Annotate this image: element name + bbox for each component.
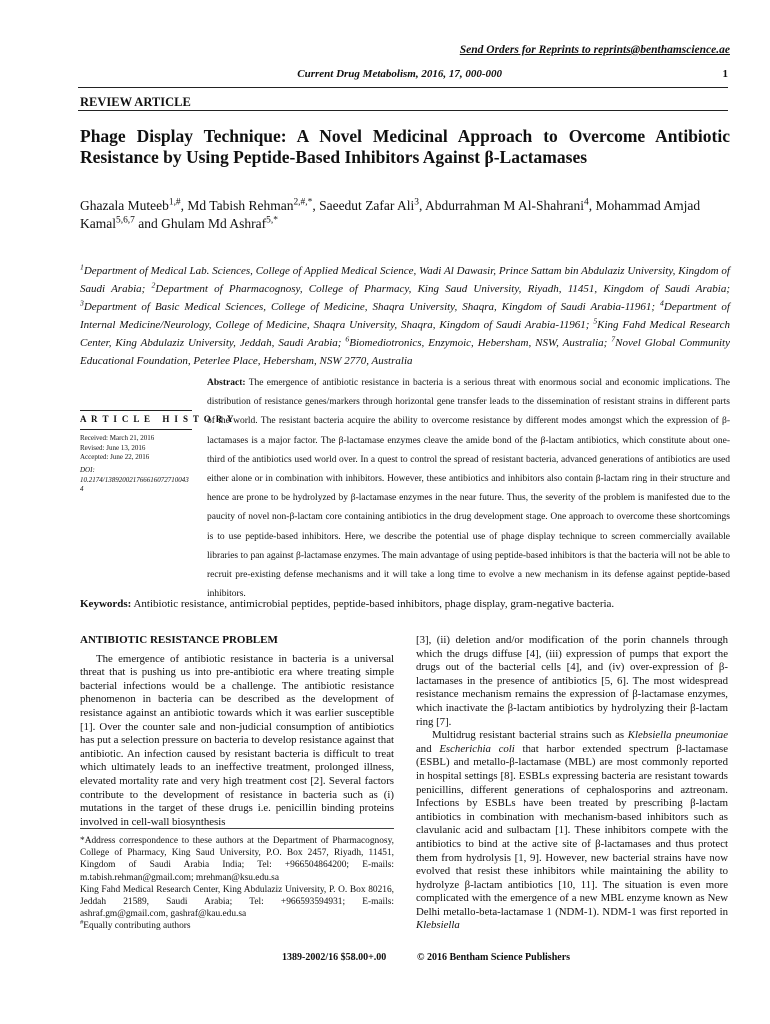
accepted-date: Accepted: June 22, 2016 xyxy=(80,453,150,461)
footnote-divider xyxy=(80,828,394,829)
keywords-text: Antibiotic resistance, antimicrobial peptides, peptide-based inhibitors, phage display, gram-negative bacteria. xyxy=(133,598,615,610)
affiliation: Biomediotronics, Enzymoic, Hebersham, NSW, Australia; xyxy=(349,337,608,349)
article-history-dates xyxy=(80,434,195,463)
correspondence-text-2: King Fahd Medical Research Center, King Abdulaziz University, P. O. Box 80216, Jeddah 21589, Saudi Arabia; Tel: +966593594931; E-mails: ashraf.gm@gmail.com, gashraf@kau.edu.sa xyxy=(80,884,394,920)
affiliation: Department of Pharmacognosy, College of Pharmacy, King Saud University, Riyadh, 11451, Kingdom of Saudi Arabia; xyxy=(155,283,731,295)
affiliation: Department of Medical Lab. Sciences, College of Applied Medical Science, Wadi Al Dawasir, Prince Sattam bin Abdulaziz University, Kingdom of Saudi Arabia; xyxy=(80,265,730,295)
affiliation: King Fahd Medical Research Center, King Abdulaziz University, Jeddah, Saudi Arabia; xyxy=(80,319,730,349)
doi-label: DOI: xyxy=(80,466,95,474)
affiliations: $^1$Department of Medical Lab. Sciences, College of Applied Medical Science, Wadi Al Dawasir, Prince Sattam bin Abdulaziz University, Kingdom of Saudi Arabia; $^2$Department of Pharmacognosy, College of Pharmacy, King Saud University, Riyadh, 11451, Kingdom of Saudi Arabia; $^3$Department of Basic Medical Sciences, College of Medicine, Shaqra University, Shaqra, Kingdom of Saudi Arabia-11961; $^4$Department of Internal Medicine/Neurology, College of Medicine, Shaqra University, Shaqra, Kingdom of Saudi Arabia-11961; $^5$King Fahd Medical Research Center, King Abdulaziz University, Jeddah, Saudi Arabia; $^6$Biomediotronics, Enzymoic, Hebersham, NSW, Australia; $^7$Novel Global Community Educational Foundation, Peterlee Place, Hebersham, NSW 2770, Australia xyxy=(80,262,731,367)
author: Md Tabish Rehman$^{2,\#,*}$ xyxy=(187,197,313,213)
affiliation: Department of Basic Medical Sciences, College of Medicine, Shaqra University, Shaqra, Kingdom of Saudi Arabia-11961; xyxy=(83,301,656,313)
equal-contribution-note: #Equally contributing authors xyxy=(80,919,191,932)
keywords xyxy=(80,598,730,610)
correspondence-text: *Address correspondence to these authors at the Department of Pharmacognosy, College of Pharmacy, King Saud University, P.O. Box 2457, Riyadh, 11451, Kingdom of Saudi Arabia India; Tel: +966504864200; E-mails: m.tabish.rehman@gmail.com; mrehman@ksu.edu.sa xyxy=(80,836,394,883)
journal-citation: Current Drug Metabolism, 2016, 17, 000-000 xyxy=(297,68,502,80)
section-heading: ANTIBIOTIC RESISTANCE PROBLEM xyxy=(80,634,278,646)
author: Mohammad Amjad Kamal$^{5,6,7}$ xyxy=(80,198,701,231)
body-paragraph: Multidrug resistant bacterial strains such as Klebsiella pneumoniae and Escherichia coli that harbor extended spectrum β-lactamase (ESBL) and metallo-β-lactamase (MBL) are most commonly reported in hospital settings [8]. ESBLs expressing bacteria are resistant towards penicillins, different generations of cephalosporins and aztreonam. Infections by ESBLs have been treated by prescribing β-lactam antibiotics in combination with mechanism-based inhibitors such as clavulanic acid and sulbactam [1]. These inhibitors compete with the antibiotics to bind at the active site of β-lactamases and thus protect them from hydrolysis [1, 9]. However, new bacterial strains have now evolved that resist these inhibitors while maintaining the ability to hydrolyze β-lactam antibiotics [10, 11]. The situation is even more complicated with the emergence of a new MBL enzyme known as New Delhi metallo-beta-lactamase 1 (NDM-1). NDM-1 was first reported in Klebsiella xyxy=(416,729,728,932)
copyright: © 2016 Bentham Science Publishers xyxy=(417,952,571,963)
header-divider xyxy=(78,87,728,88)
author: Ghulam Md Ashraf$^{5,*}$ xyxy=(161,215,278,231)
author: Ghazala Muteeb$^{1,\#}$ xyxy=(80,197,181,213)
author-list: Ghazala Muteeb$^{1,\#}$, Md Tabish Rehman$^{2,\#,*}$, Saeedut Zafar Ali$^3$, Abdurrahman M Al-Shahrani$^4$, Mohammad Amjad Kamal$^{5,6,7}$ and Ghulam Md Ashraf$^{5,*}$ xyxy=(80,197,701,231)
correspondence-footnote xyxy=(80,835,394,933)
doi-link[interactable]: 10.2174/1389200217666160727100434 xyxy=(80,475,189,493)
right-column xyxy=(416,634,728,933)
article-history-heading: A R T I C L E H I S T O R Y xyxy=(80,414,235,424)
issn-price: 1389-2002/16 $58.00+.00 xyxy=(282,952,387,963)
doi-block xyxy=(80,466,192,495)
article-title: Phage Display Technique: A Novel Medicinal Approach to Overcome Antibiotic Resistance by Using Peptide-Based Inhibitors Against β-Lactamases xyxy=(80,126,730,167)
revised-date: Revised: June 13, 2016 xyxy=(80,443,146,452)
page-number: 1 xyxy=(722,68,728,80)
history-top-rule xyxy=(80,410,192,411)
affiliation: Department of Internal Medicine/Neurology, College of Medicine, Shaqra University, Shaqra, Kingdom of Saudi Arabia-11961; xyxy=(80,301,730,331)
article-type: REVIEW ARTICLE xyxy=(80,95,191,109)
reprints-notice: Send Orders for Reprints to reprints@benthamscience.ae xyxy=(459,44,730,56)
body-paragraph: [3], (ii) deletion and/or modification of the porin channels through which the drugs diffuse [4], (iii) expression of pumps that export the drugs out of the bacterial cells [4], and (iv) over-expression of β-lactamases in the presence of antibiotics [5, 6]. The most widespread resistance mechanism remains the expression of β-lactamase enzymes, which inactivate the β-lactam antibiotics by hydrolyzing their β-lactam ring [7]. xyxy=(416,634,728,728)
left-column xyxy=(80,634,394,829)
abstract xyxy=(207,374,730,604)
history-bottom-rule xyxy=(80,429,192,430)
affiliation: Novel Global Community Educational Foundation, Peterlee Place, Hebersham, NSW 2770, Australia xyxy=(80,337,730,367)
abstract-label: Abstract: xyxy=(207,378,246,388)
body-paragraph: The emergence of antibiotic resistance in bacteria is a universal threat that is pushing us into pre-antibiotic era where treating simple bacterial infections would be a challenge. The antibiotic resistance phenomenon in bacteria can be described as the development of resistance against an antibiotic towards which it was earlier susceptible [1]. Over the counter sale and non-judicial consumption of antibiotics has put a selection pressure on bacteria to develop resistance against that antibiotic. An infection caused by resistant bacteria is difficult to treat which ultimately leads to an ineffective treatment, prolonged illness, elevated mortality rate and very high treatment cost [2]. Several factors contribute to the development of resistance in bacteria such as (i) mutations in the target of these drugs i.e. penicillin binding proteins involved in cell-wall biosynthesis xyxy=(80,652,394,828)
author: Saeedut Zafar Ali$^3$ xyxy=(319,197,420,213)
author: Abdurrahman M Al-Shahrani$^4$ xyxy=(425,197,589,213)
article-type-divider xyxy=(78,110,728,111)
abstract-text: The emergence of antibiotic resistance in bacteria is a serious threat with enormous social and economic implications. The distribution of resistance genes/markers through horizontal gene transfer leads to the dissemination of resistant strains in different parts of the world. The resistant bacteria acquire the ability to overcome resistance by different modes amongst which the expression of β-lactamases is a major factor. The β-lactamase enzymes cleave the amide bond of the β-lactam antibiotics, which constitute about one-third of the antibiotics used world over. In a quest to control the spread of resistant bacteria, advanced generations of antibiotics are used either alone or in combination with inhibitors. However, these antibiotics and inhibitors also contain β-lactam ring in their structure and hence are prone to be hydrolyzed by β-lactamase enzymes in the near future. Thus, the severity of the problem is manifested due to the paucity of novel non-β-lactam core containing antibiotics in the drug development stage. One approach to overcome these shortcomings is to use peptide-based inhibitors. Here, we describe the potential use of phage display technique to screen commercially available libraries to pan against β-lactamase enzymes. The main advantage of using peptide-based inhibitors is that the bacteria will not be able to recruit pre-existing defense mechanisms and it will take a long time to evolve a new mechanism in its defense against peptide-based inhibitors. xyxy=(207,378,730,600)
keywords-label: Keywords: xyxy=(80,598,132,610)
received-date: Received: March 21, 2016 xyxy=(80,434,155,442)
